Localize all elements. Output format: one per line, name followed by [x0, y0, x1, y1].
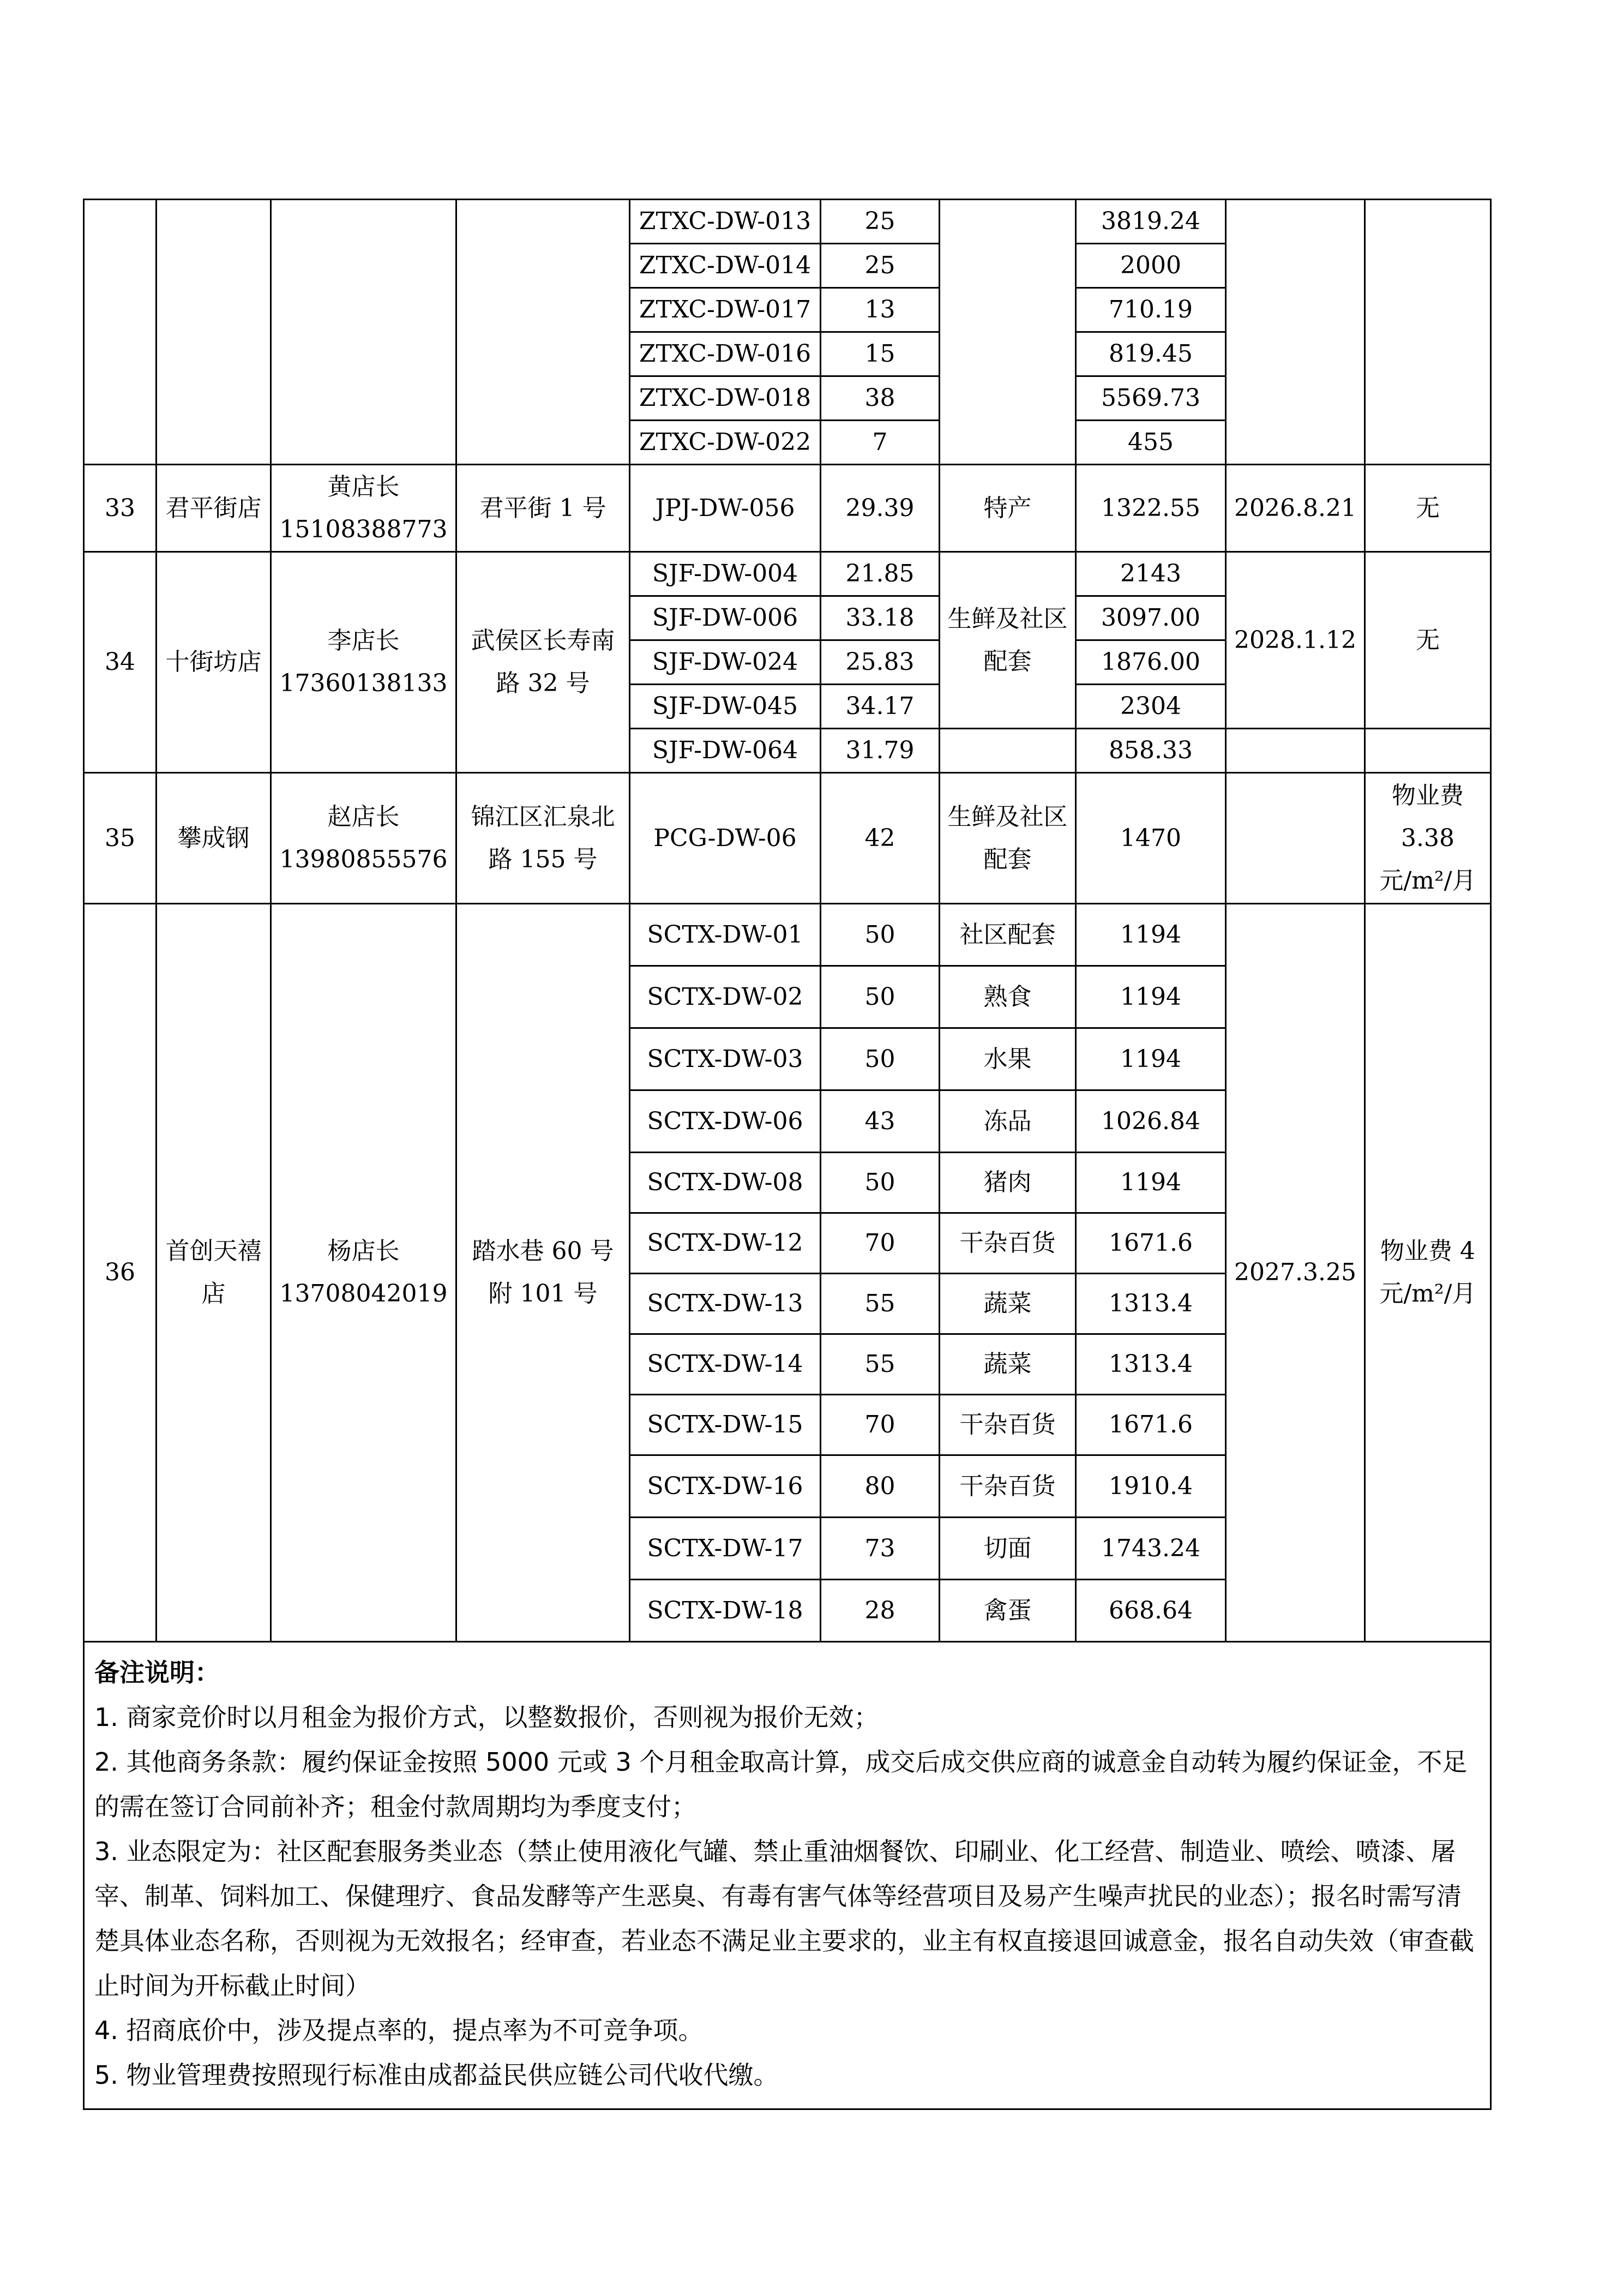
unit-rent: 819.45 [1076, 332, 1226, 376]
store-contact [271, 465, 456, 552]
lease-expiry [1226, 773, 1365, 904]
table-row-store-33 [84, 465, 1491, 552]
unit-rent: 1194 [1076, 966, 1226, 1028]
unit-area: 50 [821, 966, 940, 1028]
notes-title: 备注说明： [94, 1658, 220, 1687]
unit-type: 冻品 [940, 1090, 1076, 1153]
unit-area: 50 [821, 1028, 940, 1090]
unit-rent: 1743.24 [1076, 1518, 1226, 1580]
unit-code: SCTX-DW-17 [630, 1518, 821, 1580]
store-no: 34 [84, 552, 157, 773]
unit-rent: 1194 [1076, 904, 1226, 966]
contact-name: 赵店长 [327, 802, 400, 831]
store-address: 锦江区汇泉北路 155 号 [456, 773, 630, 904]
unit-area: 33.18 [821, 596, 940, 640]
unit-type: 猪肉 [940, 1153, 1076, 1213]
property-fee: 无 [1365, 465, 1491, 552]
store-no: 35 [84, 773, 157, 904]
table-row-store-36 [84, 904, 1491, 966]
unit-code: SJF-DW-004 [630, 552, 821, 596]
unit-code: PCG-DW-06 [630, 773, 821, 904]
unit-code: JPJ-DW-056 [630, 465, 821, 552]
unit-area: 73 [821, 1518, 940, 1580]
unit-type: 禽蛋 [940, 1580, 1076, 1642]
store-contact [271, 773, 456, 904]
unit-rent: 3819.24 [1076, 200, 1226, 244]
unit-rent: 5569.73 [1076, 376, 1226, 421]
unit-rent: 2000 [1076, 244, 1226, 288]
unit-rent: 1876.00 [1076, 640, 1226, 685]
unit-area: 43 [821, 1090, 940, 1153]
contact-phone: 15108388773 [279, 515, 448, 543]
unit-code: SJF-DW-024 [630, 640, 821, 685]
store-contact [271, 552, 456, 773]
table-row [84, 200, 1491, 244]
store-name: 君平街店 [157, 465, 271, 552]
unit-area: 70 [821, 1213, 940, 1274]
unit-area: 50 [821, 904, 940, 966]
unit-rent: 2143 [1076, 552, 1226, 596]
unit-rent: 1910.4 [1076, 1455, 1226, 1518]
unit-area: 28 [821, 1580, 940, 1642]
unit-code: SCTX-DW-02 [630, 966, 821, 1028]
notes-row [84, 1642, 1491, 2109]
unit-code: SJF-DW-006 [630, 596, 821, 640]
unit-rent: 1026.84 [1076, 1090, 1226, 1153]
unit-area: 13 [821, 288, 940, 332]
unit-type: 干杂百货 [940, 1213, 1076, 1274]
note-line: 3. 业态限定为：社区配套服务类业态（禁止使用液化气罐、禁止重油烟餐饮、印刷业、化工经营、制造业、喷绘、喷漆、屠宰、制革、饲料加工、保健理疗、食品发酵等产生恶臭、有毒有害气体等经营项目及易产生噪声扰民的业态）；报名时需写清楚具体业态名称，否则视为无效报名；经审查，若业态不满足业主要求的，业主有权直接退回诚意金，报名自动失效（审查截止时间为开标截止时间） [94, 1837, 1474, 2000]
cell-empty [157, 200, 271, 465]
unit-code: SCTX-DW-08 [630, 1153, 821, 1213]
unit-rent: 1470 [1076, 773, 1226, 904]
lease-expiry: 2026.8.21 [1226, 465, 1365, 552]
unit-area: 80 [821, 1455, 940, 1518]
unit-code: SCTX-DW-14 [630, 1334, 821, 1395]
store-name: 攀成钢 [157, 773, 271, 904]
unit-rent: 710.19 [1076, 288, 1226, 332]
lease-expiry: 2027.3.25 [1226, 904, 1365, 1642]
property-fee: 物业费 4 元/m²/月 [1365, 904, 1491, 1642]
cell-empty [84, 200, 157, 465]
unit-area: 7 [821, 421, 940, 465]
contact-name: 杨店长 [327, 1237, 400, 1265]
unit-area: 50 [821, 1153, 940, 1213]
unit-rent: 3097.00 [1076, 596, 1226, 640]
note-line: 4. 招商底价中，涉及提点率的，提点率为不可竞争项。 [94, 2016, 704, 2045]
unit-area: 21.85 [821, 552, 940, 596]
lease-table-container [83, 199, 1490, 2110]
unit-type: 干杂百货 [940, 1455, 1076, 1518]
unit-type: 特产 [940, 465, 1076, 552]
unit-area: 38 [821, 376, 940, 421]
unit-rent: 1313.4 [1076, 1274, 1226, 1334]
cell-empty [1365, 729, 1491, 773]
unit-area: 25 [821, 244, 940, 288]
unit-type: 生鲜及社区配套 [940, 773, 1076, 904]
unit-code: SCTX-DW-03 [630, 1028, 821, 1090]
unit-rent: 2304 [1076, 685, 1226, 729]
cell-empty [1365, 200, 1491, 465]
cell-empty [1226, 729, 1365, 773]
unit-code: ZTXC-DW-013 [630, 200, 821, 244]
unit-area: 55 [821, 1274, 940, 1334]
unit-code: SCTX-DW-16 [630, 1455, 821, 1518]
note-line: 5. 物业管理费按照现行标准由成都益民供应链公司代收代缴。 [94, 2060, 779, 2090]
unit-rent: 1194 [1076, 1028, 1226, 1090]
contact-phone: 13708042019 [279, 1280, 448, 1308]
unit-type: 熟食 [940, 966, 1076, 1028]
table-row-store-34 [84, 552, 1491, 596]
table-row-store-35 [84, 773, 1491, 904]
unit-area: 25 [821, 200, 940, 244]
unit-code: SCTX-DW-15 [630, 1395, 821, 1455]
unit-rent: 1313.4 [1076, 1334, 1226, 1395]
unit-area: 15 [821, 332, 940, 376]
unit-rent: 1671.6 [1076, 1395, 1226, 1455]
unit-rent: 858.33 [1076, 729, 1226, 773]
unit-code: ZTXC-DW-017 [630, 288, 821, 332]
contact-phone: 17360138133 [279, 669, 448, 697]
store-name: 十街坊店 [157, 552, 271, 773]
unit-area: 31.79 [821, 729, 940, 773]
lease-table [83, 199, 1492, 2110]
unit-rent: 1671.6 [1076, 1213, 1226, 1274]
unit-type: 蔬菜 [940, 1274, 1076, 1334]
unit-rent: 668.64 [1076, 1580, 1226, 1642]
unit-rent: 1194 [1076, 1153, 1226, 1213]
unit-code: SCTX-DW-13 [630, 1274, 821, 1334]
store-address: 踏水巷 60 号附 101 号 [456, 904, 630, 1642]
store-no: 33 [84, 465, 157, 552]
unit-type: 社区配套 [940, 904, 1076, 966]
unit-area: 42 [821, 773, 940, 904]
contact-name: 李店长 [327, 627, 400, 655]
property-fee: 无 [1365, 552, 1491, 729]
unit-code: SJF-DW-064 [630, 729, 821, 773]
unit-type: 切面 [940, 1518, 1076, 1580]
unit-rent: 1322.55 [1076, 465, 1226, 552]
cell-empty [940, 200, 1076, 465]
unit-area: 29.39 [821, 465, 940, 552]
unit-area: 25.83 [821, 640, 940, 685]
unit-type: 生鲜及社区配套 [940, 552, 1076, 729]
unit-area: 34.17 [821, 685, 940, 729]
unit-code: ZTXC-DW-016 [630, 332, 821, 376]
unit-rent: 455 [1076, 421, 1226, 465]
store-contact [271, 904, 456, 1642]
unit-code: SCTX-DW-06 [630, 1090, 821, 1153]
notes-cell [84, 1642, 1491, 2109]
unit-code: ZTXC-DW-018 [630, 376, 821, 421]
store-address: 武侯区长寿南路 32 号 [456, 552, 630, 773]
note-line: 2. 其他商务条款：履约保证金按照 5000 元或 3 个月租金取高计算，成交后成交供应商的诚意金自动转为履约保证金，不足的需在签订合同前补齐；租金付款周期均为季度支付； [94, 1747, 1468, 1821]
cell-empty [456, 200, 630, 465]
unit-code: SCTX-DW-18 [630, 1580, 821, 1642]
lease-expiry: 2028.1.12 [1226, 552, 1365, 729]
unit-code: SCTX-DW-12 [630, 1213, 821, 1274]
unit-code: SJF-DW-045 [630, 685, 821, 729]
cell-empty [940, 729, 1076, 773]
contact-name: 黄店长 [327, 472, 400, 501]
unit-type: 水果 [940, 1028, 1076, 1090]
store-name: 首创天禧店 [157, 904, 271, 1642]
property-fee: 物业费 3.38 元/m²/月 [1365, 773, 1491, 904]
unit-area: 55 [821, 1334, 940, 1395]
unit-area: 70 [821, 1395, 940, 1455]
unit-code: ZTXC-DW-014 [630, 244, 821, 288]
unit-type: 干杂百货 [940, 1395, 1076, 1455]
unit-code: SCTX-DW-01 [630, 904, 821, 966]
cell-empty [271, 200, 456, 465]
cell-empty [1226, 200, 1365, 465]
store-no: 36 [84, 904, 157, 1642]
note-line: 1. 商家竞价时以月租金为报价方式，以整数报价，否则视为报价无效； [94, 1702, 879, 1732]
unit-type: 蔬菜 [940, 1334, 1076, 1395]
contact-phone: 13980855576 [279, 845, 448, 873]
store-address: 君平街 1 号 [456, 465, 630, 552]
unit-code: ZTXC-DW-022 [630, 421, 821, 465]
